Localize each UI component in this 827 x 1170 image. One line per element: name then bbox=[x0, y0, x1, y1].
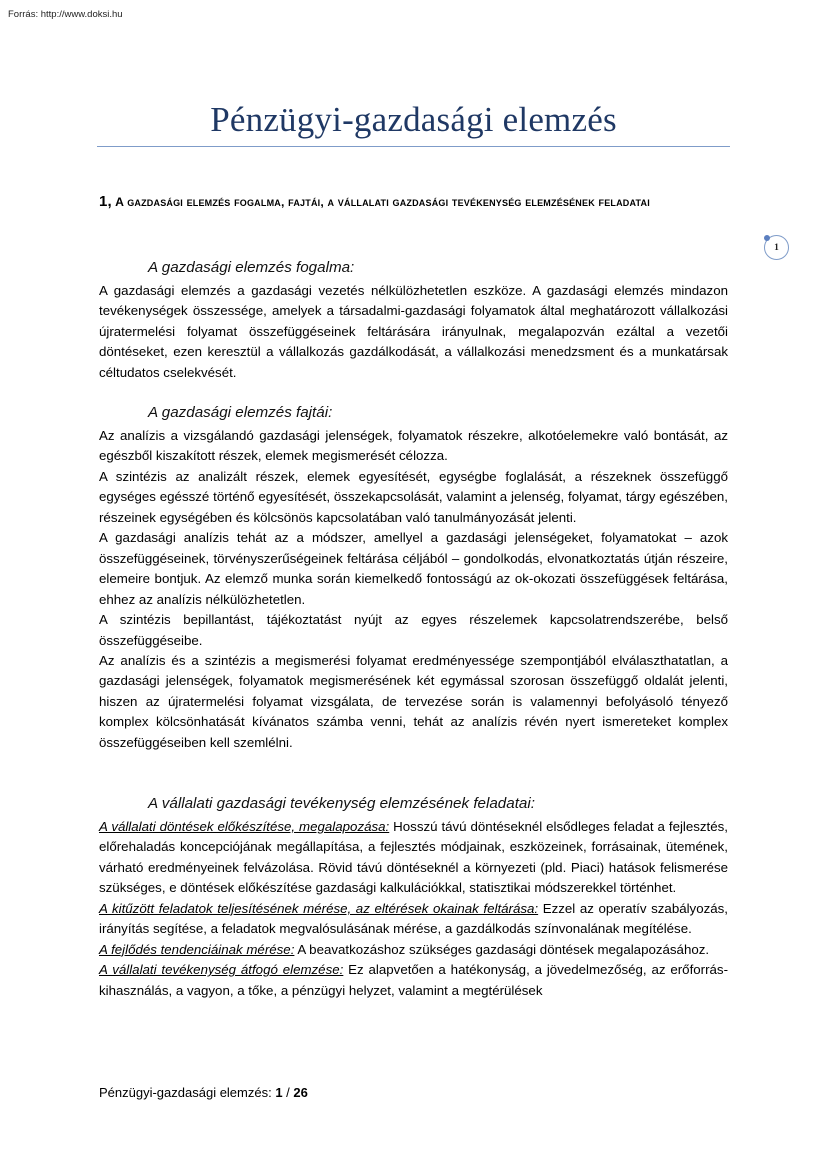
task-lead: A fejlődés tendenciáinak mérése: bbox=[99, 941, 295, 957]
paragraph-block bbox=[99, 281, 728, 383]
paragraph: A gazdasági analízis tehát az a módszer, amellyel a gazdasági jelenségeket, folyamatokat – azok összefüggéseinek, törvényszerűségeinek feltárása céljából – gondolkodás, elvonatkoztatás útján részeire, elemeire bontjuk. Az elemző munka során kiemelkedő fontosságú az ok-okozati összefüggések feltárása, ehhez az analízis nélkülözhetetlen. bbox=[99, 530, 728, 607]
footer-total: 26 bbox=[293, 1085, 308, 1100]
task-item bbox=[99, 960, 728, 1001]
footer-label: Pénzügyi-gazdasági elemzés: bbox=[99, 1085, 276, 1100]
footer-page: 1 bbox=[275, 1085, 283, 1100]
task-text: Ezzel az operatív szabályozás, irányítás segítése, a feladatok megvalósulásának mérése, a gazdálkodás színvonalának megítélése. bbox=[99, 900, 728, 937]
subsection-title: A vállalati gazdasági tevékenység elemzésének feladatai: bbox=[148, 795, 535, 812]
footer-separator: / bbox=[282, 1085, 294, 1100]
paragraph-block bbox=[99, 426, 728, 753]
task-text: Hosszú távú döntéseknél elsődleges feladat a fejlesztés, előrehaladás koncepciójának megállapítása, a fejlesztés módjainak, eszközeinek, forrásainak, ütemének, várható eredményeinek felvázolása. Rövid távú döntéseknél a környezeti (pld. Piaci) hatások felismerése szükséges, e döntések előkészítése gazdasági kalkulációkkal, statisztikai módszerekkel történhet. bbox=[99, 819, 728, 896]
subsection-title: A gazdasági elemzés fogalma: bbox=[148, 259, 355, 276]
task-lead: A vállalati döntések előkészítése, megalapozása: bbox=[99, 819, 390, 834]
paragraph: Az analízis a vizsgálandó gazdasági jelenségek, folyamatok részekre, alkotóelemekre való bontását, az egészből kiszakított részek, elemek megismerését célozza. bbox=[99, 428, 728, 464]
task-lead: A vállalati tevékenység átfogó elemzése: bbox=[99, 962, 344, 978]
task-item bbox=[99, 940, 728, 960]
paragraph: A gazdasági elemzés a gazdasági vezetés nélkülözhetetlen eszköze. A gazdasági elemzés mindazon tevékenységek összessége, amelyek a társadalmi-gazdasági folyamatok által meghatározott vállalkozási újratermelési folyamat összefüggéseinek feltárására irányulnak, megalapozván ezáltal a vezetői döntéseket, ezen keresztül a vállalkozás gazdálkodását, a vállalkozási menedzsment és a munkatársak céltudatos cselekvését. bbox=[99, 283, 728, 380]
subsection-title: A gazdasági elemzés fajtái: bbox=[148, 404, 333, 421]
page-title: Pénzügyi-gazdasági elemzés bbox=[210, 100, 617, 139]
badge-dot-icon bbox=[764, 235, 770, 241]
source-line: Forrás: http://www.doksi.hu bbox=[8, 9, 123, 20]
page-footer bbox=[99, 1085, 308, 1100]
section-heading-text: A gazdasági elemzés fogalma, fajtái, a vállalati gazdasági tevékenység elemzésének feladatai bbox=[115, 195, 650, 209]
task-item bbox=[99, 899, 728, 940]
task-item bbox=[99, 817, 728, 899]
paragraph-block bbox=[99, 817, 728, 1001]
title-divider bbox=[97, 146, 730, 147]
task-lead: A kitűzött feladatok teljesítésének mérése, az eltérések okainak feltárása: bbox=[99, 900, 539, 916]
paragraph: A szintézis bepillantást, tájékoztatást nyújt az egyes részelemek kapcsolatrendszerébe, belső összefüggéseibe. bbox=[99, 612, 728, 648]
section-number: 1, bbox=[99, 193, 112, 210]
paragraph: Az analízis és a szintézis a megismerési folyamat eredményessége szempontjából elválaszthatatlan, a gazdasági jelenségek, folyamatok megismerésének két egymással szorosan összefüggő oldalát jelenti, hiszen az újratermelési folyamat vizsgálata, de tervezése során is valamennyi befolyásoló tényező komplex kölcsönhatását kívánatos számba venni, tehát az analízis révén nyert ismereteket komplex összefüggéseiben kell szemlélni. bbox=[99, 652, 728, 750]
page-number-badge: 1 bbox=[764, 235, 789, 260]
paragraph: A szintézis az analizált részek, elemek egyesítését, egységbe foglalását, a részeknek összefüggő egységes egésszé történő egyesítését, összekapcsolását, valamint a jelenség, folyamat, tárgy egészében, részeinek egységében és kölcsönös kapcsolatában való tanulmányozását jelenti. bbox=[99, 468, 728, 525]
section-heading bbox=[99, 190, 728, 214]
task-text: Ez alapvetően a hatékonyság, a jövedelmezőség, az erőforrás-kihasználás, a vagyon, a tőke, a pénzügyi helyzet, valamint a megtérülések bbox=[99, 962, 728, 998]
task-text: A beavatkozáshoz szükséges gazdasági döntések megalapozásához. bbox=[294, 941, 710, 957]
